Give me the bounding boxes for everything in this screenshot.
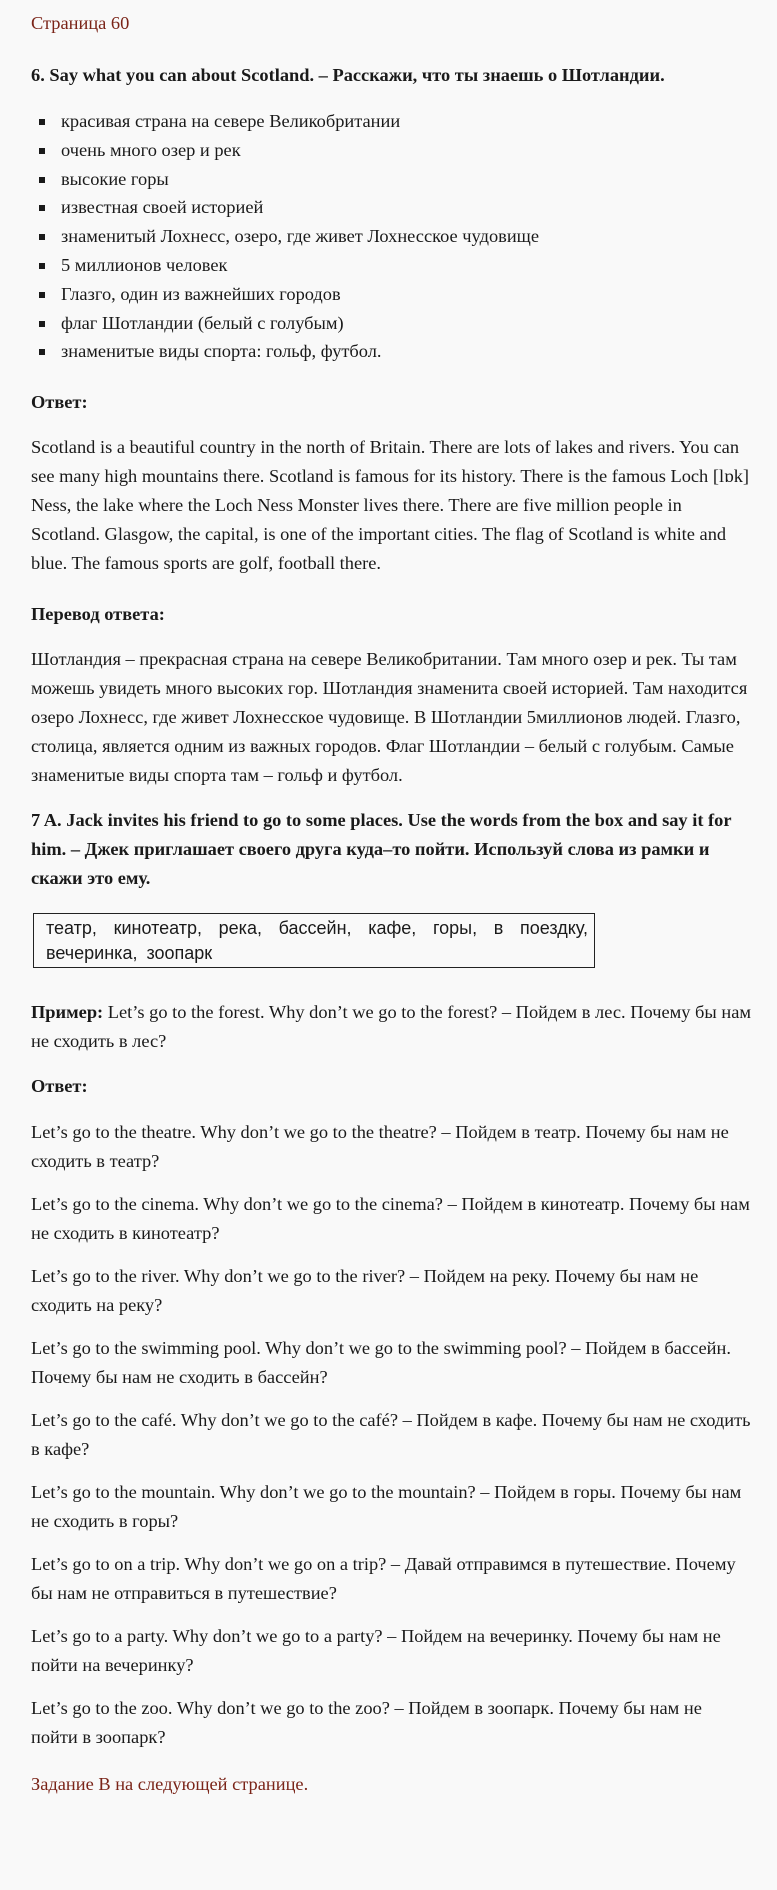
example-text: Let’s go to the forest. Why don’t we go to the forest? – Пойдем в лес. Почему бы нам не сходить в лес?: [31, 1002, 751, 1052]
page-number-label: Страница 60: [31, 13, 130, 33]
answer-item: Let’s go to the theatre. Why don’t we go to the theatre? – Пойдем в театр. Почему бы нам не сходить в театр?: [31, 1122, 729, 1172]
answer-item: Let’s go to the cinema. Why don’t we go to the cinema? – Пойдем в кинотеатр. Почему бы нам не сходить в кинотеатр?: [31, 1194, 750, 1244]
answer-item: Let’s go to the zoo. Why don’t we go to the zoo? – Пойдем в зоопарк. Почему бы нам не пойти в зоопарк?: [31, 1698, 702, 1748]
example-paragraph: [31, 998, 751, 1056]
answer-item: Let’s go to the river. Why don’t we go to the river? – Пойдем на реку. Почему бы нам не сходить на реку?: [31, 1266, 699, 1316]
example-label: Пример:: [31, 1002, 104, 1023]
translation-text: Шотландия – прекрасная страна на севере Великобритании. Там много озер и рек. Ты там можешь увидеть много высоких гор. Шотландия знаменита своей историей. Там находится озеро Лохнесс, где живет Лохнесское чудовище. В Шотландии 5миллионов людей. Глазго, столица, является одним из важных городов. Флаг Шотландии – белый с голубым. Самые знаменитые виды спорта там – гольф и футбол.: [31, 649, 748, 786]
task-6-heading: 6. Say what you can about Scotland. – Расскажи, что ты знаешь о Шотландии.: [31, 65, 665, 85]
answer-item: Let’s go to the swimming pool. Why don’t we go to the swimming pool? – Пойдем в бассейн. Почему бы нам не сходить в бассейн?: [31, 1338, 731, 1388]
list-item: 5 миллионов человек: [31, 251, 751, 280]
answer-item: Let’s go to on a trip. Why don’t we go on a trip? – Давай отправимся в путешествие. Почему бы нам не отправиться в путешествие?: [31, 1554, 736, 1604]
answer-item: Let’s go to the café. Why don’t we go to the café? – Пойдем в кафе. Почему бы нам не сходить в кафе?: [31, 1410, 751, 1460]
list-item: известная своей историей: [31, 193, 751, 222]
task-7-heading: 7 A. Jack invites his friend to go to some places. Use the words from the box and say it for him. – Джек приглашает своего друга куда–то пойти. Используй слова из рамки и скажи это ему.: [31, 810, 732, 889]
answer-item: Let’s go to the mountain. Why don’t we go to the mountain? – Пойдем в горы. Почему бы нам не сходить в горы?: [31, 1482, 742, 1532]
translation-label: Перевод ответа:: [31, 604, 165, 625]
word-box: театр, кинотеатр, река, бассейн, кафе, горы, в поездку, вечеринка, зоопарк: [33, 913, 595, 968]
task-6-answer-label: Ответ:: [31, 392, 88, 413]
task-6-answer-text: Scotland is a beautiful country in the north of Britain. There are lots of lakes and rivers. You can see many high mountains there. Scotland is famous for its history. There is the famous Loch [lɒk] Ness, the lake where the Loch Ness Monster lives there. There are five million people in Scotland. Glasgow, the capital, is one of the important cities. The flag of Scotland is white and blue. The famous sports are golf, football there.: [31, 437, 750, 574]
list-item: знаменитый Лохнесс, озеро, где живет Лохнесское чудовище: [31, 222, 751, 251]
list-item: очень много озер и рек: [31, 136, 751, 165]
list-item: флаг Шотландии (белый с голубым): [31, 309, 751, 338]
list-item: Глазго, один из важнейших городов: [31, 280, 751, 309]
list-item: знаменитые виды спорта: гольф, футбол.: [31, 337, 751, 366]
list-item: красивая страна на севере Великобритании: [31, 107, 751, 136]
list-item: высокие горы: [31, 165, 751, 194]
page-content: [31, 0, 751, 1799]
scotland-facts-list: [31, 107, 751, 366]
answer-item: Let’s go to a party. Why don’t we go to a party? – Пойдем на вечеринку. Почему бы нам не пойти на вечеринку?: [31, 1626, 721, 1676]
next-page-link[interactable]: Задание B на следующей странице.: [31, 1774, 309, 1795]
task-7-answer-label: Ответ:: [31, 1076, 88, 1097]
